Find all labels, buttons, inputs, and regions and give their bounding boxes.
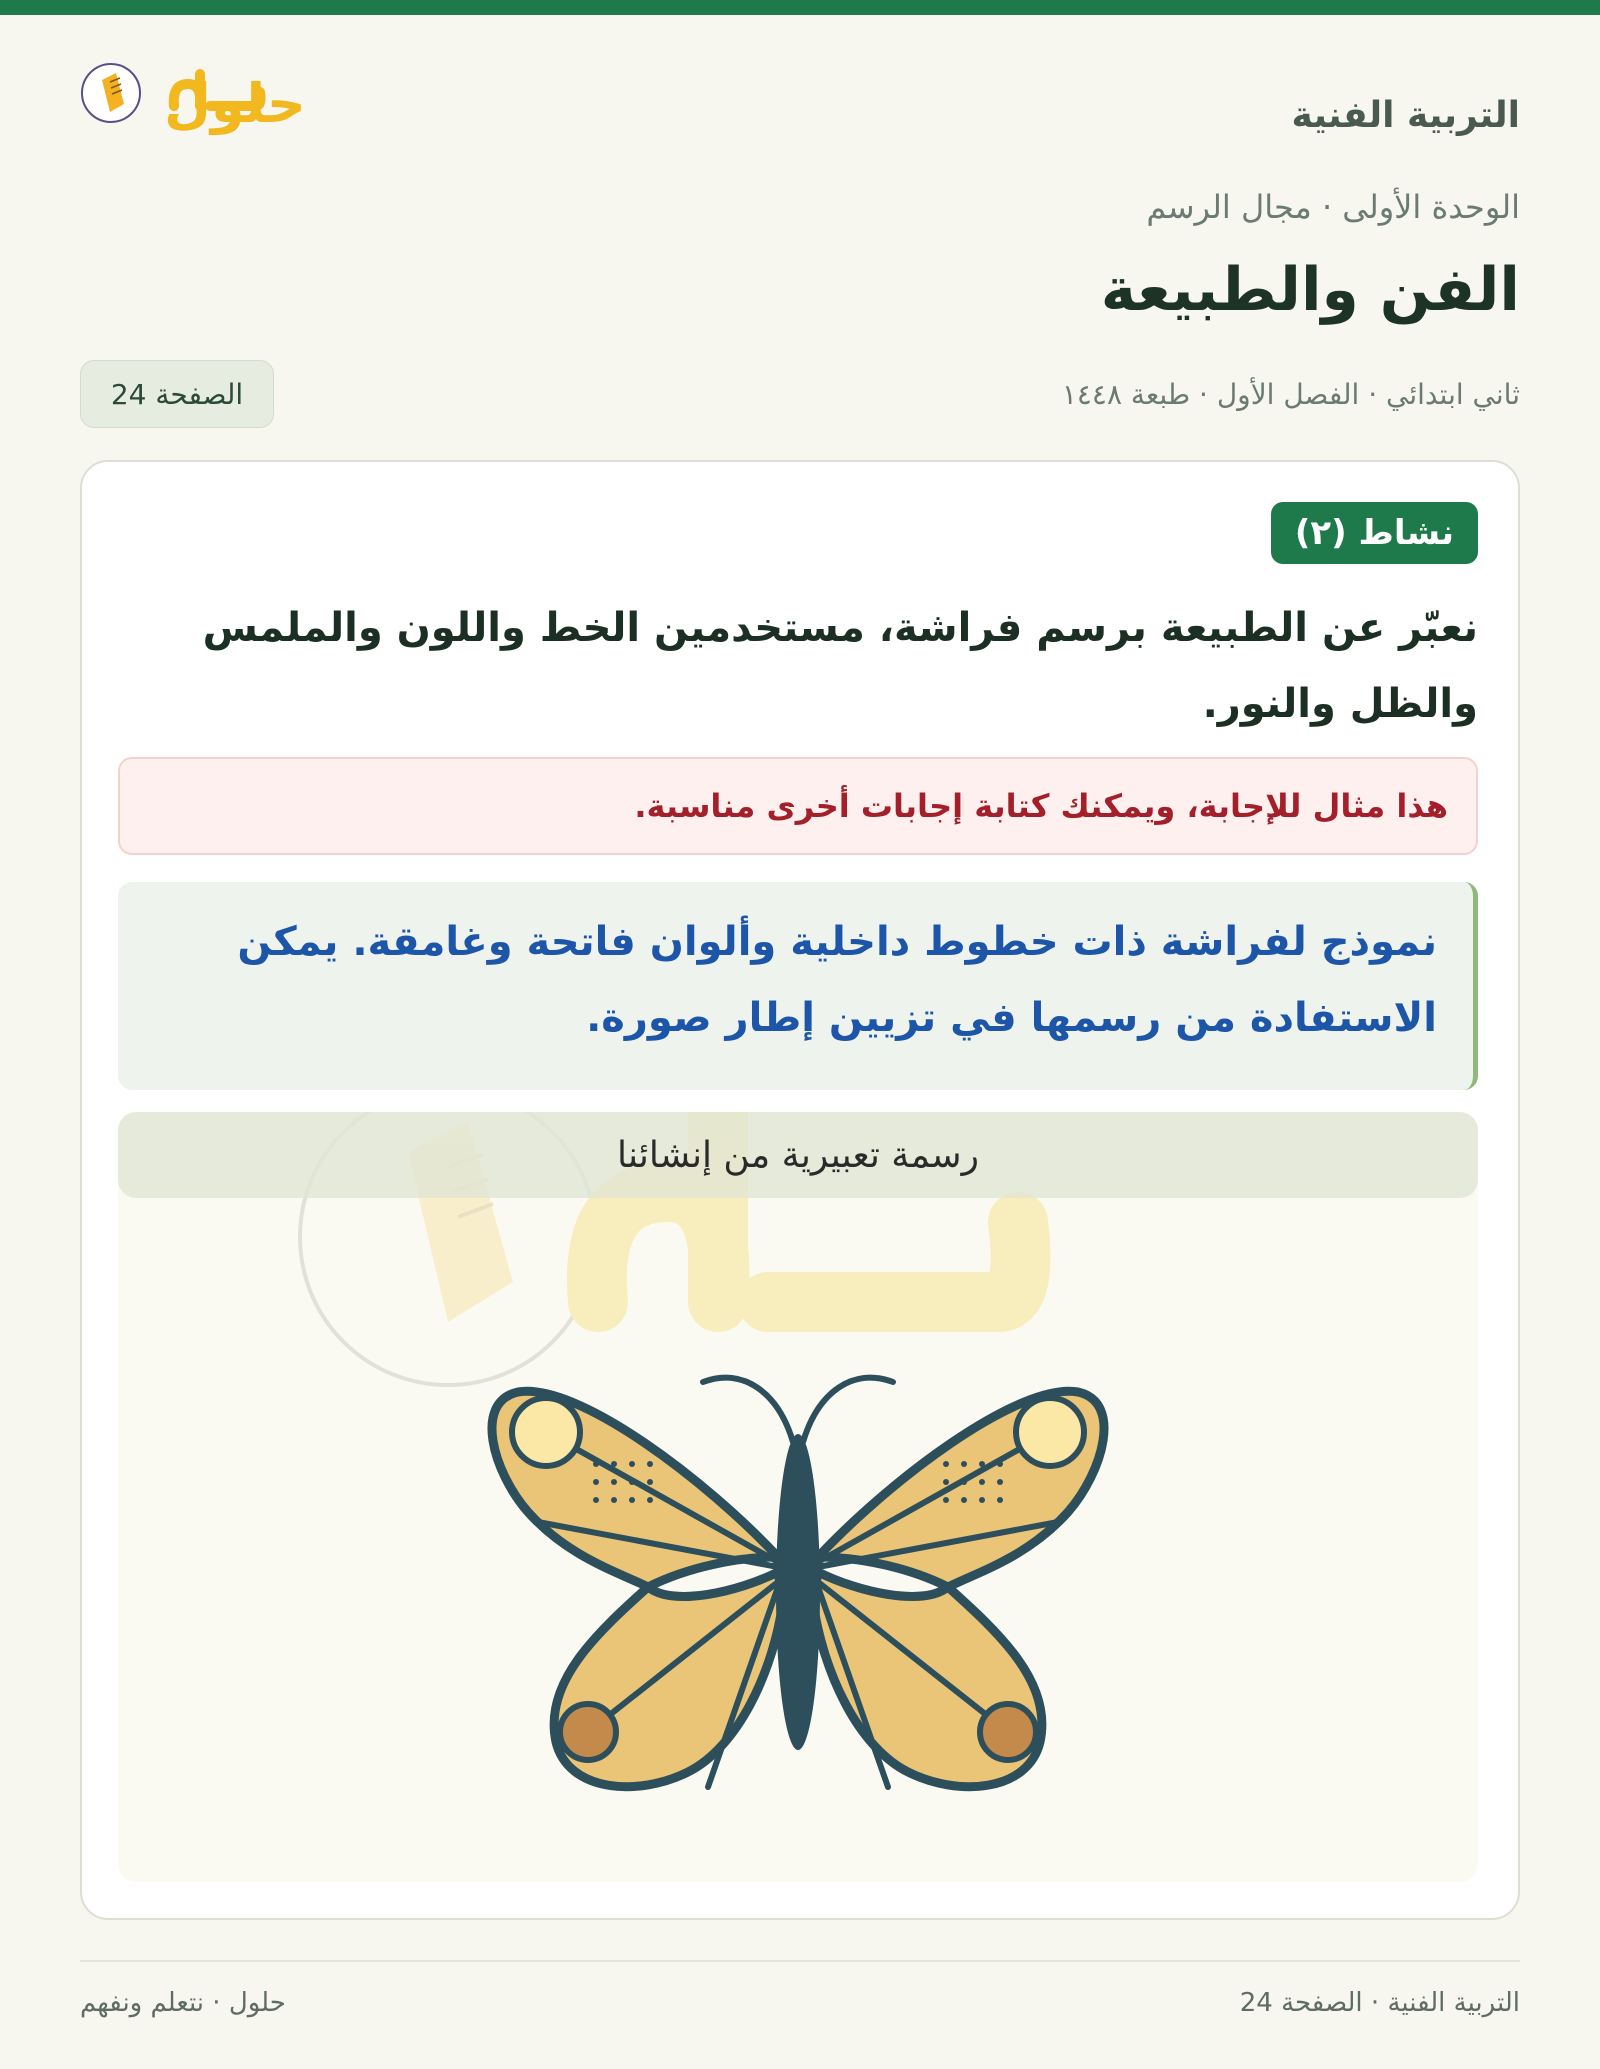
page-header — [80, 60, 1520, 440]
footer-page-info: التربية الفنية · الصفحة 24 — [1239, 1988, 1520, 2018]
butterfly-figure — [118, 1112, 1478, 1882]
lesson-title: الفن والطبيعة — [1100, 255, 1520, 325]
unit-label: الوحدة الأولى · مجال الرسم — [1146, 188, 1520, 226]
activity-question: نعبّر عن الطبيعة برسم فراشة، مستخدمين الخط واللون والملمس والظل والنور. — [202, 605, 1478, 727]
footer-brand: حلول · نتعلم ونفهم — [80, 1988, 286, 2018]
butterfly-drawing-icon — [478, 1352, 1118, 1802]
model-answer: نموذج لفراشة ذات خطوط داخلية وألوان فاتحة وغامقة. يمكن الاستفادة من رسمها في تزيين إطار صورة. — [118, 882, 1478, 1090]
activity-card — [80, 460, 1520, 1920]
page-number-badge: الصفحة 24 — [80, 360, 274, 428]
figure-caption: رسمة تعبيرية من إنشائنا — [118, 1112, 1478, 1198]
subject-title: التربية الفنية — [1291, 95, 1520, 136]
activity-tag: نشاط (٢) — [1271, 502, 1478, 564]
top-accent-bar — [0, 0, 1600, 15]
edition-meta: ثاني ابتدائي · الفصل الأول · طبعة ١٤٤٨ — [1061, 378, 1520, 411]
site-logo[interactable] — [80, 60, 330, 180]
footer-divider — [80, 1960, 1520, 1962]
example-note: هذا مثال للإجابة، ويمكنك كتابة إجابات أخرى مناسبة. — [118, 757, 1478, 855]
logo-text: حلول — [164, 72, 306, 135]
